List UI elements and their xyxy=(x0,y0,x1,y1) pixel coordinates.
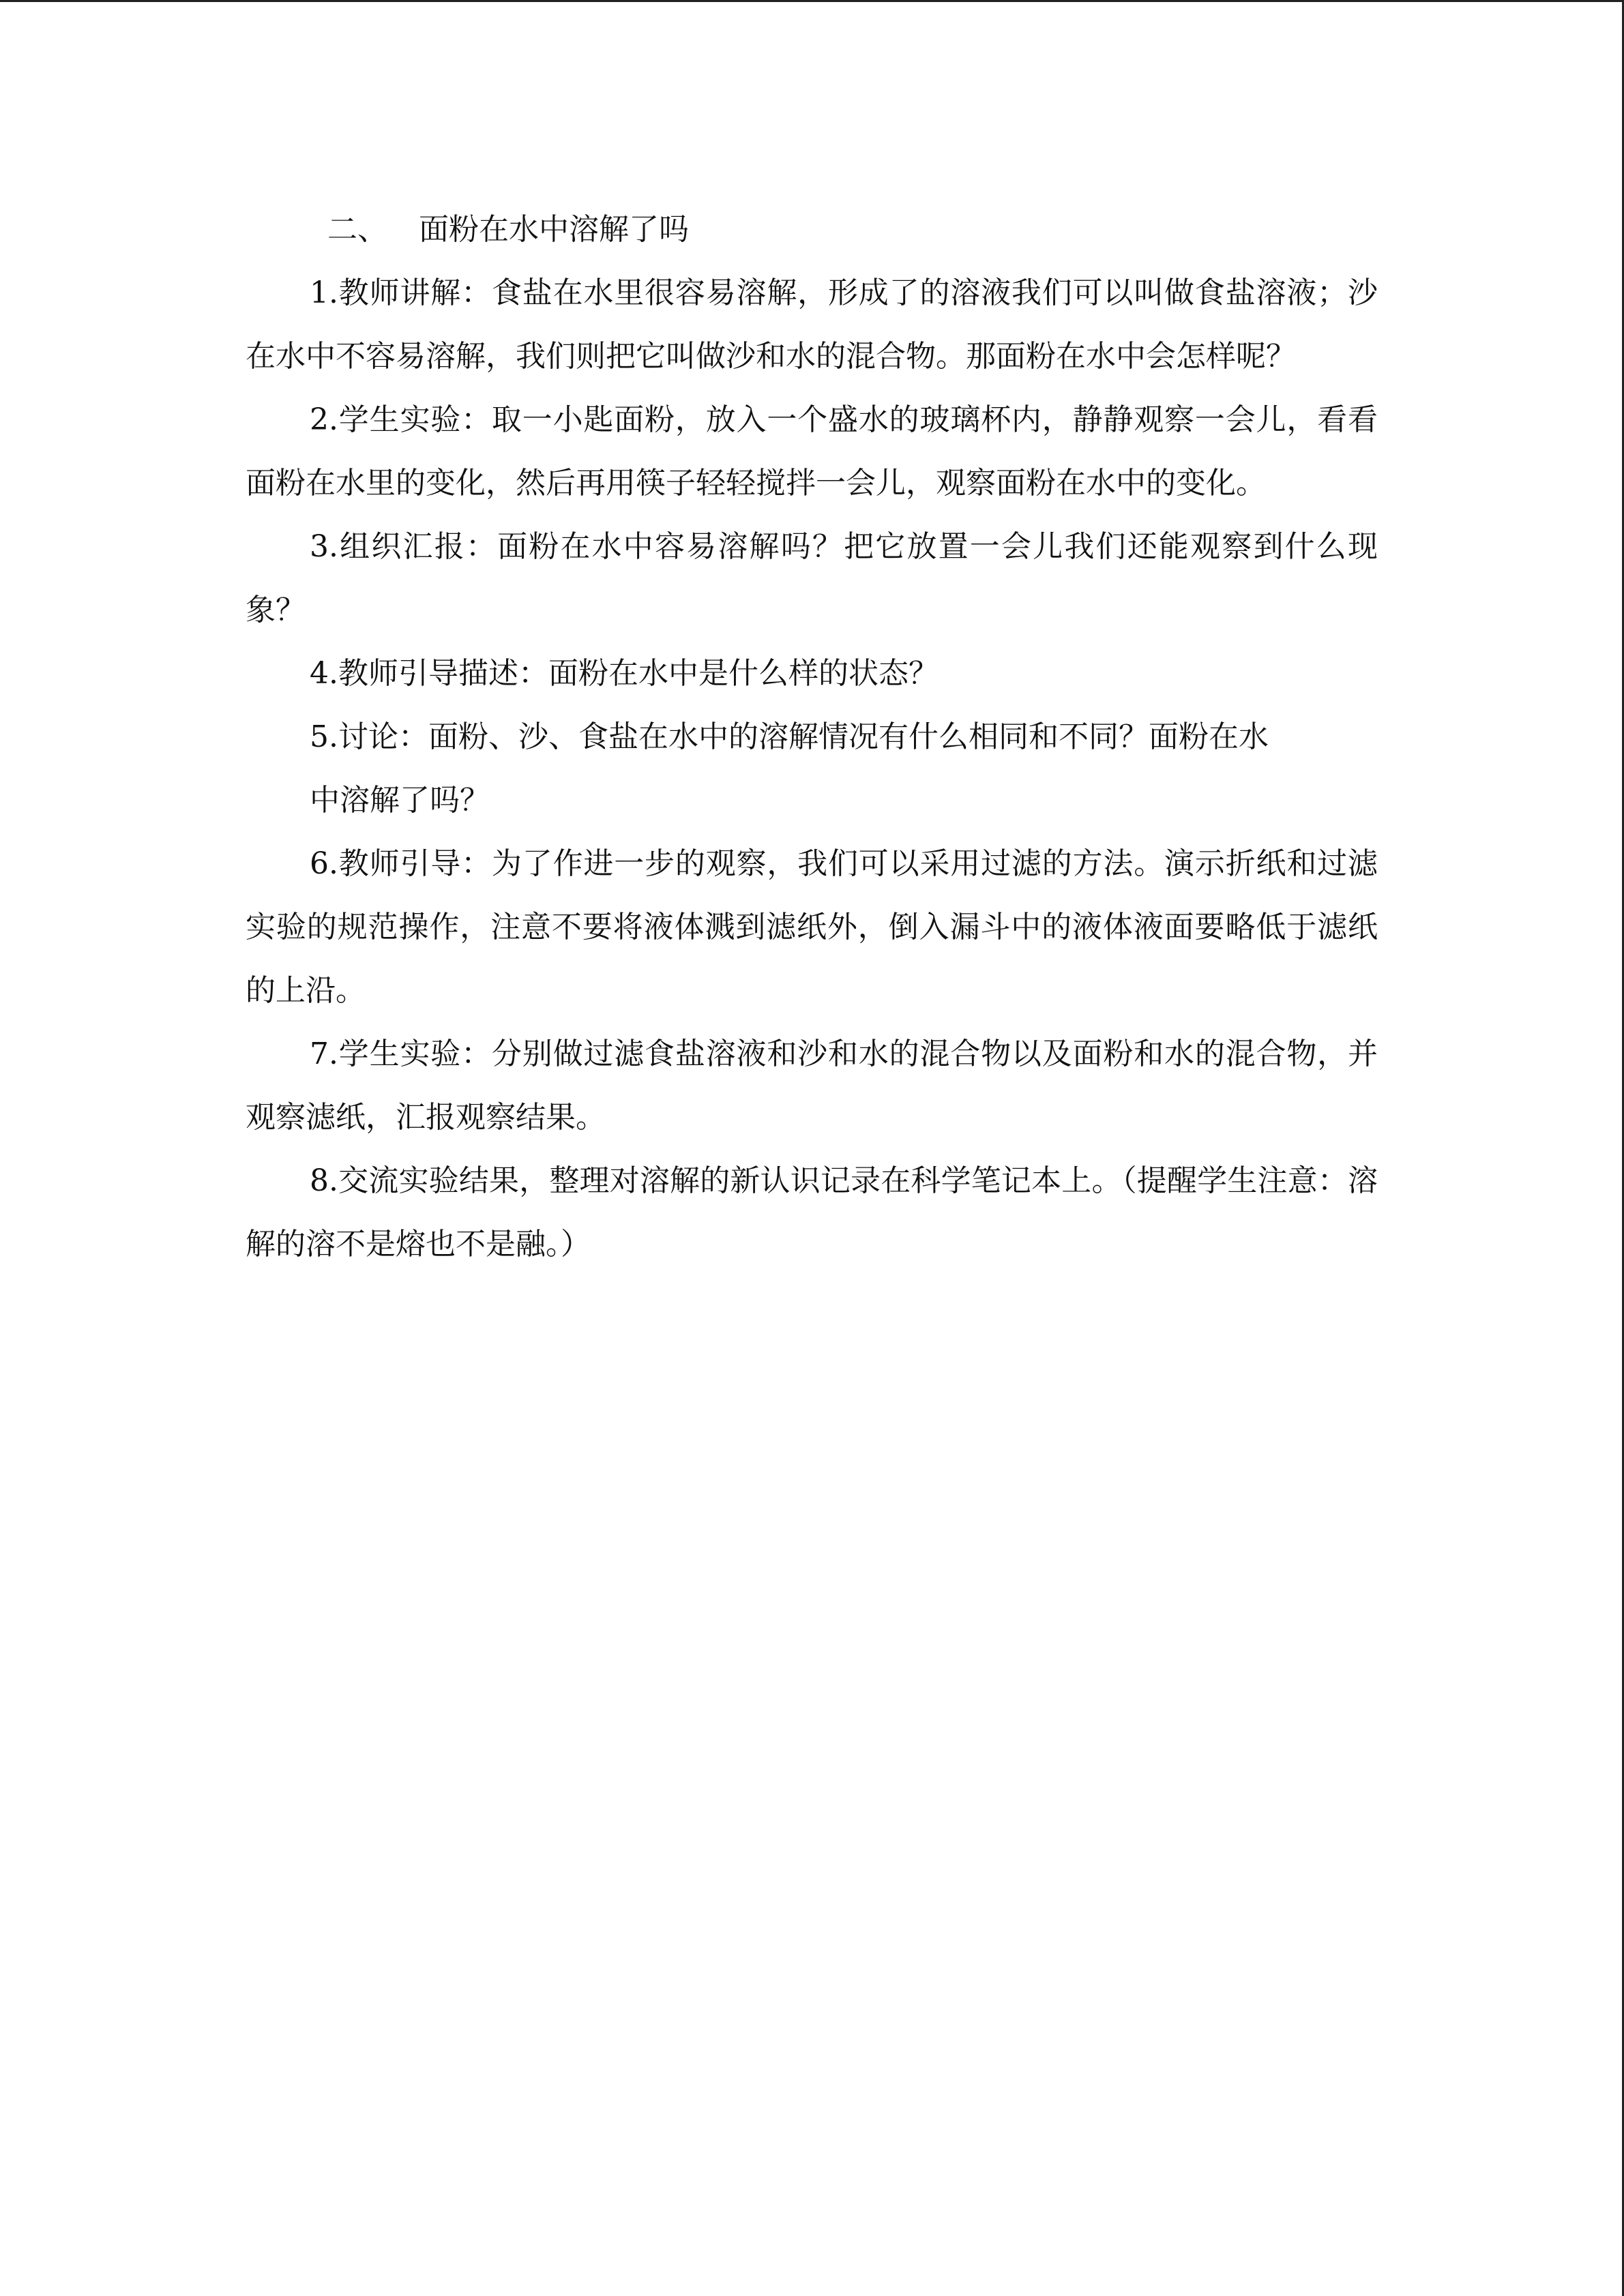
paragraph-teacher-explanation: 1.教师讲解：食盐在水里很容易溶解，形成了的溶液我们可以叫做食盐溶液；沙在水中不容易溶解，我们则把它叫做沙和水的混合物。那面粉在水中会怎样呢？ xyxy=(246,275,1378,374)
paragraph-filtration-experiment: 7.学生实验：分别做过滤食盐溶液和沙和水的混合物以及面粉和水的混合物，并观察滤纸，汇报观察结果。 xyxy=(246,1037,1378,1135)
paragraph-report: 3.组织汇报：面粉在水中容易溶解吗？把它放置一会儿我们还能观察到什么现象？ xyxy=(246,529,1378,627)
paragraph-summary: 8.交流实验结果，整理对溶解的新认识记录在科学笔记本上。（提醒学生注意：溶解的溶不是熔也不是融。） xyxy=(246,1163,1378,1262)
paragraph-describe-state: 4.教师引导描述：面粉在水中是什么样的状态？ xyxy=(310,656,939,691)
paragraph-discussion: 5.讨论：面粉、沙、食盐在水中的溶解情况有什么相同和不同？面粉在水 xyxy=(310,719,1269,754)
section-title: 面粉在水中溶解了吗 xyxy=(419,212,689,247)
paragraph-filtration-guidance: 6.教师引导：为了作进一步的观察，我们可以采用过滤的方法。演示折纸和过滤实验的规范操作，注意不要将液体溅到滤纸外，倒入漏斗中的液体液面要略低于滤纸的上沿。 xyxy=(246,846,1378,1008)
section-heading xyxy=(246,198,1378,261)
paragraph-student-experiment: 2.学生实验：取一小匙面粉，放入一个盛水的玻璃杯内，静静观察一会儿，看看面粉在水里的变化，然后再用筷子轻轻搅拌一会儿，观察面粉在水中的变化。 xyxy=(246,402,1378,501)
paragraph-discussion-continued: 中溶解了吗？ xyxy=(310,783,490,818)
document-body xyxy=(246,198,1378,1276)
section-number: 二、 xyxy=(327,212,387,247)
